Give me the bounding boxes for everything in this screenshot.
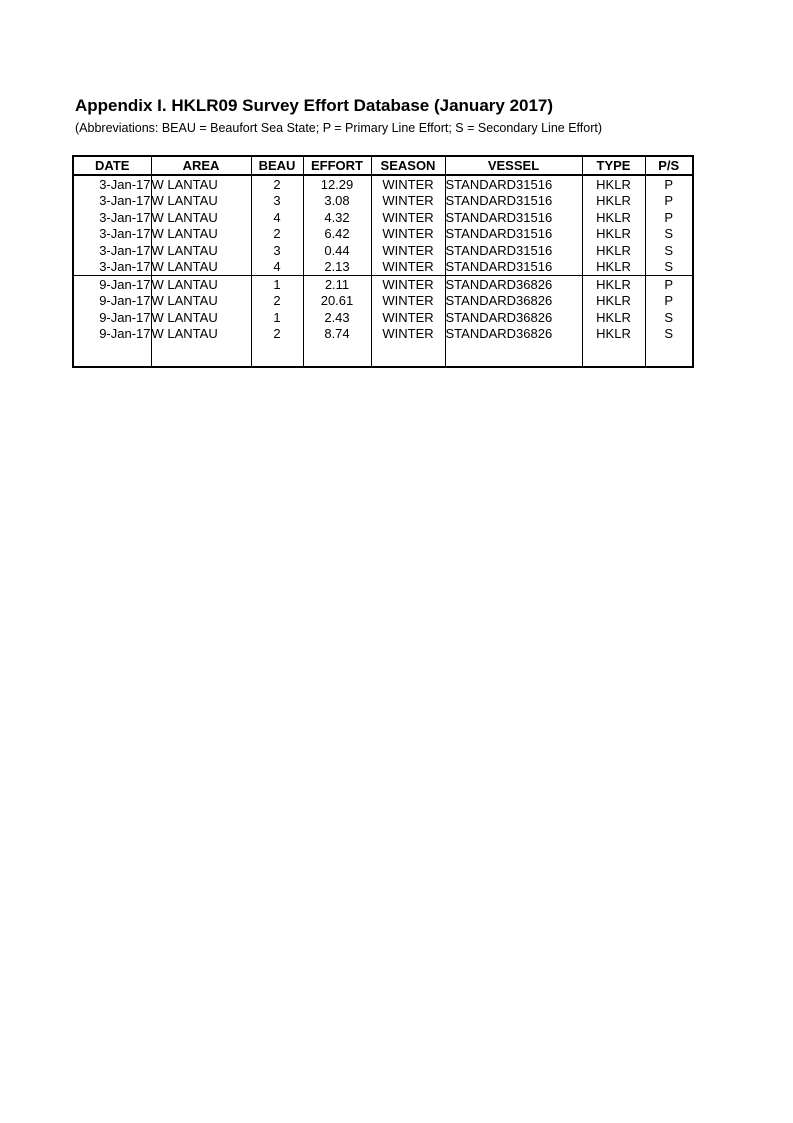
table-row xyxy=(73,293,693,310)
table-row xyxy=(73,226,693,243)
cell-beau: 2 xyxy=(251,326,303,343)
survey-effort-table xyxy=(72,155,694,368)
cell-date: 9-Jan-17 xyxy=(99,326,151,342)
table-row xyxy=(73,326,693,343)
header-date: DATE xyxy=(73,156,151,175)
header-row xyxy=(73,156,693,175)
cell-season: WINTER xyxy=(371,242,445,259)
cell-season: WINTER xyxy=(371,326,445,343)
cell-vessel: STANDARD36826 xyxy=(445,309,582,326)
cell-area: W LANTAU xyxy=(151,209,251,226)
cell-beau: 1 xyxy=(251,309,303,326)
cell-ps: P xyxy=(645,276,693,293)
cell-date: 3-Jan-17 xyxy=(99,226,151,242)
cell-effort: 8.74 xyxy=(303,326,371,343)
header-area: AREA xyxy=(151,156,251,175)
filler-cell xyxy=(303,342,371,367)
cell-type: HKLR xyxy=(582,175,645,193)
header-vessel: VESSEL xyxy=(445,156,582,175)
cell-date: 9-Jan-17 xyxy=(99,309,151,325)
cell-type: HKLR xyxy=(582,259,645,276)
cell-effort: 3.08 xyxy=(303,193,371,210)
cell-beau: 4 xyxy=(251,259,303,276)
cell-area: W LANTAU xyxy=(151,242,251,259)
table-row xyxy=(73,193,693,210)
cell-vessel: STANDARD31516 xyxy=(445,242,582,259)
cell-beau: 2 xyxy=(251,293,303,310)
cell-area: W LANTAU xyxy=(151,309,251,326)
cell-ps: S xyxy=(645,326,693,343)
cell-season: WINTER xyxy=(371,193,445,210)
cell-type: HKLR xyxy=(582,193,645,210)
header-season: SEASON xyxy=(371,156,445,175)
cell-area: W LANTAU xyxy=(151,226,251,243)
cell-effort: 4.32 xyxy=(303,209,371,226)
cell-effort: 0.44 xyxy=(303,242,371,259)
cell-beau: 2 xyxy=(251,226,303,243)
cell-type: HKLR xyxy=(582,276,645,293)
table-row xyxy=(73,259,693,276)
filler-cell xyxy=(445,342,582,367)
cell-vessel: STANDARD36826 xyxy=(445,326,582,343)
cell-date: 3-Jan-17 xyxy=(99,259,151,275)
cell-season: WINTER xyxy=(371,226,445,243)
cell-ps: S xyxy=(645,226,693,243)
page-title: Appendix I. HKLR09 Survey Effort Database (January 2017) xyxy=(75,96,554,115)
cell-ps: S xyxy=(645,242,693,259)
cell-beau: 4 xyxy=(251,209,303,226)
cell-date: 3-Jan-17 xyxy=(99,209,151,225)
cell-beau: 1 xyxy=(251,276,303,293)
cell-date: 3-Jan-17 xyxy=(99,193,151,209)
filler-cell xyxy=(645,342,693,367)
table-row xyxy=(73,309,693,326)
cell-area: W LANTAU xyxy=(151,326,251,343)
cell-area: W LANTAU xyxy=(151,193,251,210)
table-filler-row xyxy=(73,342,693,367)
filler-cell xyxy=(371,342,445,367)
header-type: TYPE xyxy=(582,156,645,175)
cell-area: W LANTAU xyxy=(151,259,251,276)
cell-ps: S xyxy=(645,259,693,276)
cell-beau: 3 xyxy=(251,193,303,210)
cell-area: W LANTAU xyxy=(151,293,251,310)
filler-cell xyxy=(73,342,151,367)
abbreviations-note: (Abbreviations: BEAU = Beaufort Sea State; P = Primary Line Effort; S = Secondary Line Effort) xyxy=(75,121,603,135)
cell-season: WINTER xyxy=(371,209,445,226)
cell-effort: 20.61 xyxy=(303,293,371,310)
cell-type: HKLR xyxy=(582,209,645,226)
cell-ps: P xyxy=(645,209,693,226)
cell-date: 3-Jan-17 xyxy=(99,242,151,258)
cell-season: WINTER xyxy=(371,309,445,326)
cell-type: HKLR xyxy=(582,326,645,343)
cell-ps: P xyxy=(645,193,693,210)
table-row xyxy=(73,209,693,226)
filler-cell xyxy=(151,342,251,367)
cell-date: 9-Jan-17 xyxy=(99,293,151,309)
cell-type: HKLR xyxy=(582,226,645,243)
table-row xyxy=(73,175,693,193)
header-ps: P/S xyxy=(645,156,693,175)
cell-vessel: STANDARD31516 xyxy=(445,193,582,210)
cell-area: W LANTAU xyxy=(151,276,251,293)
cell-season: WINTER xyxy=(371,259,445,276)
cell-effort: 2.13 xyxy=(303,259,371,276)
cell-type: HKLR xyxy=(582,293,645,310)
cell-beau: 3 xyxy=(251,242,303,259)
table-header xyxy=(73,156,693,175)
table-row xyxy=(73,276,693,293)
header-beau: BEAU xyxy=(251,156,303,175)
filler-cell xyxy=(582,342,645,367)
cell-area: W LANTAU xyxy=(151,175,251,193)
cell-date: 3-Jan-17 xyxy=(99,176,151,192)
cell-vessel: STANDARD31516 xyxy=(445,259,582,276)
cell-effort: 2.43 xyxy=(303,309,371,326)
table-row xyxy=(73,242,693,259)
cell-season: WINTER xyxy=(371,293,445,310)
cell-type: HKLR xyxy=(582,242,645,259)
cell-season: WINTER xyxy=(371,175,445,193)
cell-effort: 12.29 xyxy=(303,175,371,193)
cell-ps: S xyxy=(645,309,693,326)
cell-beau: 2 xyxy=(251,175,303,193)
filler-cell xyxy=(251,342,303,367)
cell-ps: P xyxy=(645,293,693,310)
cell-effort: 6.42 xyxy=(303,226,371,243)
cell-vessel: STANDARD36826 xyxy=(445,293,582,310)
header-effort: EFFORT xyxy=(303,156,371,175)
cell-effort: 2.11 xyxy=(303,276,371,293)
cell-season: WINTER xyxy=(371,276,445,293)
cell-ps: P xyxy=(645,175,693,193)
cell-vessel: STANDARD31516 xyxy=(445,226,582,243)
cell-vessel: STANDARD31516 xyxy=(445,175,582,193)
cell-vessel: STANDARD36826 xyxy=(445,276,582,293)
cell-date: 9-Jan-17 xyxy=(73,276,151,293)
cell-type: HKLR xyxy=(582,309,645,326)
cell-vessel: STANDARD31516 xyxy=(445,209,582,226)
table-body xyxy=(73,175,693,367)
